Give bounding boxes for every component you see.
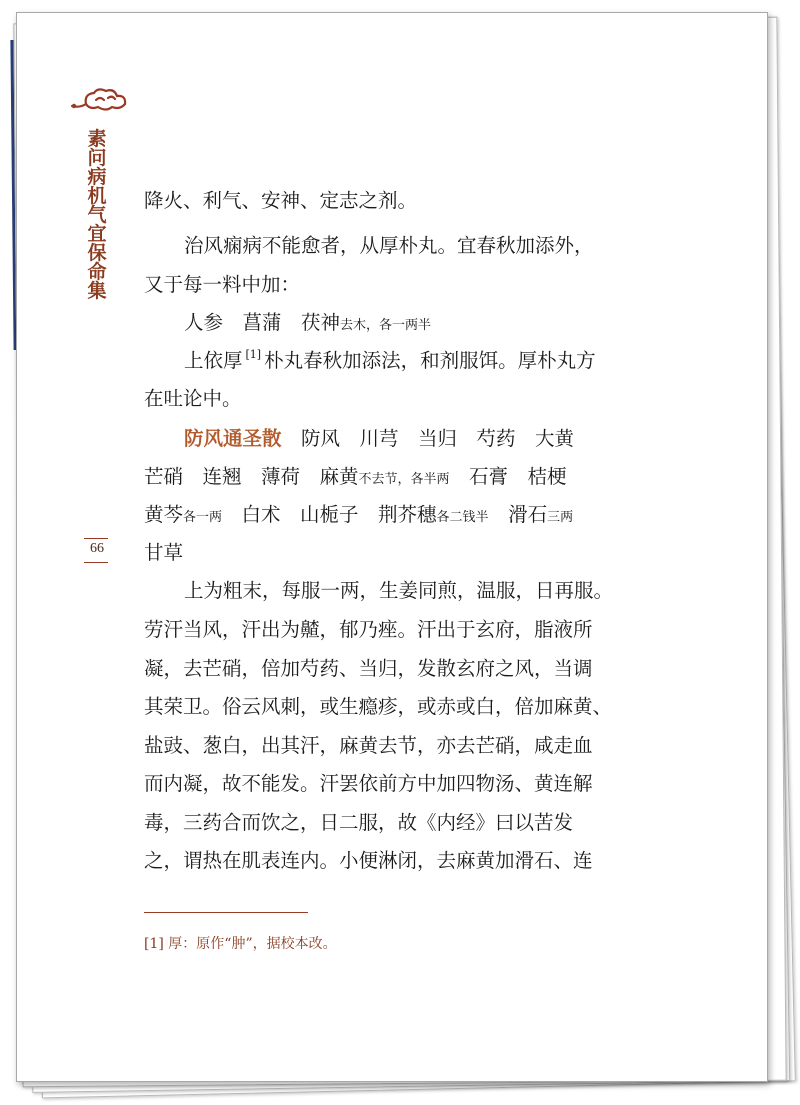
herb-names: 滑石 <box>488 503 548 526</box>
footnote-divider <box>144 912 308 913</box>
herb-list-line <box>144 461 567 489</box>
herb-list-line <box>144 307 431 335</box>
herb-list-line <box>144 499 573 527</box>
text-line: 而内凝，故不能发。汗罢依前方中加四物汤、黄连解 <box>144 772 593 795</box>
herb-names: 白术 山栀子 荆芥穗 <box>222 503 437 526</box>
text-line: 劳汗当风，汗出为齄，郁乃痤。汗出于玄府，脂液所 <box>144 618 593 641</box>
book-title: 素问病机气宜保命集 <box>87 128 107 302</box>
text-line: 凝，去芒硝，倍加芍药、当归，发散玄府之风，当调 <box>144 657 593 680</box>
herb-dosage-note: 不去节，各半两 <box>358 472 450 487</box>
footnote: [1] 厚：原作“肿”，据校本改。 <box>144 936 337 952</box>
text-line: 上为粗末，每服一两，生姜同煎，温服，日再服。 <box>184 579 614 602</box>
text-line <box>144 345 596 373</box>
page-number-rule-bottom <box>84 562 108 563</box>
text-segment: 朴丸春秋加添法，和剂服饵。厚朴丸方 <box>264 349 596 372</box>
herb-dosage-note: 各一两 <box>183 510 223 525</box>
text-line: 其荣卫。俗云风刺，或生瘾疹，或赤或白，倍加麻黄、 <box>144 695 613 718</box>
text-segment: 上依厚 <box>184 349 243 372</box>
footnote-marker: [1] <box>245 348 262 361</box>
herb-names: 石膏 桔梗 <box>449 465 567 488</box>
text-line: 毒，三药合而饮之，日二服，故《内经》曰以苦发 <box>144 811 574 834</box>
herb-names: 防风 川芎 当归 芍药 大黄 <box>281 427 575 450</box>
herb-dosage-note: 三两 <box>547 510 574 525</box>
herb-dosage-note: 去木，各一两半 <box>340 318 432 333</box>
page-number: 66 <box>90 541 104 556</box>
book-page <box>16 12 768 1082</box>
herb-names: 黄芩 <box>144 503 184 526</box>
formula-line <box>144 423 574 451</box>
text-line: 甘草 <box>144 541 184 564</box>
formula-title: 防风通圣散 <box>184 427 282 450</box>
text-line: 降火、利气、安神、定志之剂。 <box>144 189 418 212</box>
text-line: 之，谓热在肌表连内。小便淋闭，去麻黄加滑石、连 <box>144 849 593 872</box>
text-line: 在吐论中。 <box>144 387 242 410</box>
cloud-ornament-icon <box>70 86 134 114</box>
text-line: 盐豉、葱白，出其汗，麻黄去节，亦去芒硝，咸走血 <box>144 734 593 757</box>
text-line: 又于每一料中加： <box>144 273 301 296</box>
herb-dosage-note: 各二钱半 <box>436 510 489 525</box>
text-line: 治风痫病不能愈者，从厚朴丸。宜春秋加添外， <box>184 234 594 257</box>
page-number-rule-top <box>84 538 108 539</box>
herb-names: 芒硝 连翘 薄荷 麻黄 <box>144 465 359 488</box>
herb-names: 人参 菖蒲 茯神 <box>184 311 341 334</box>
